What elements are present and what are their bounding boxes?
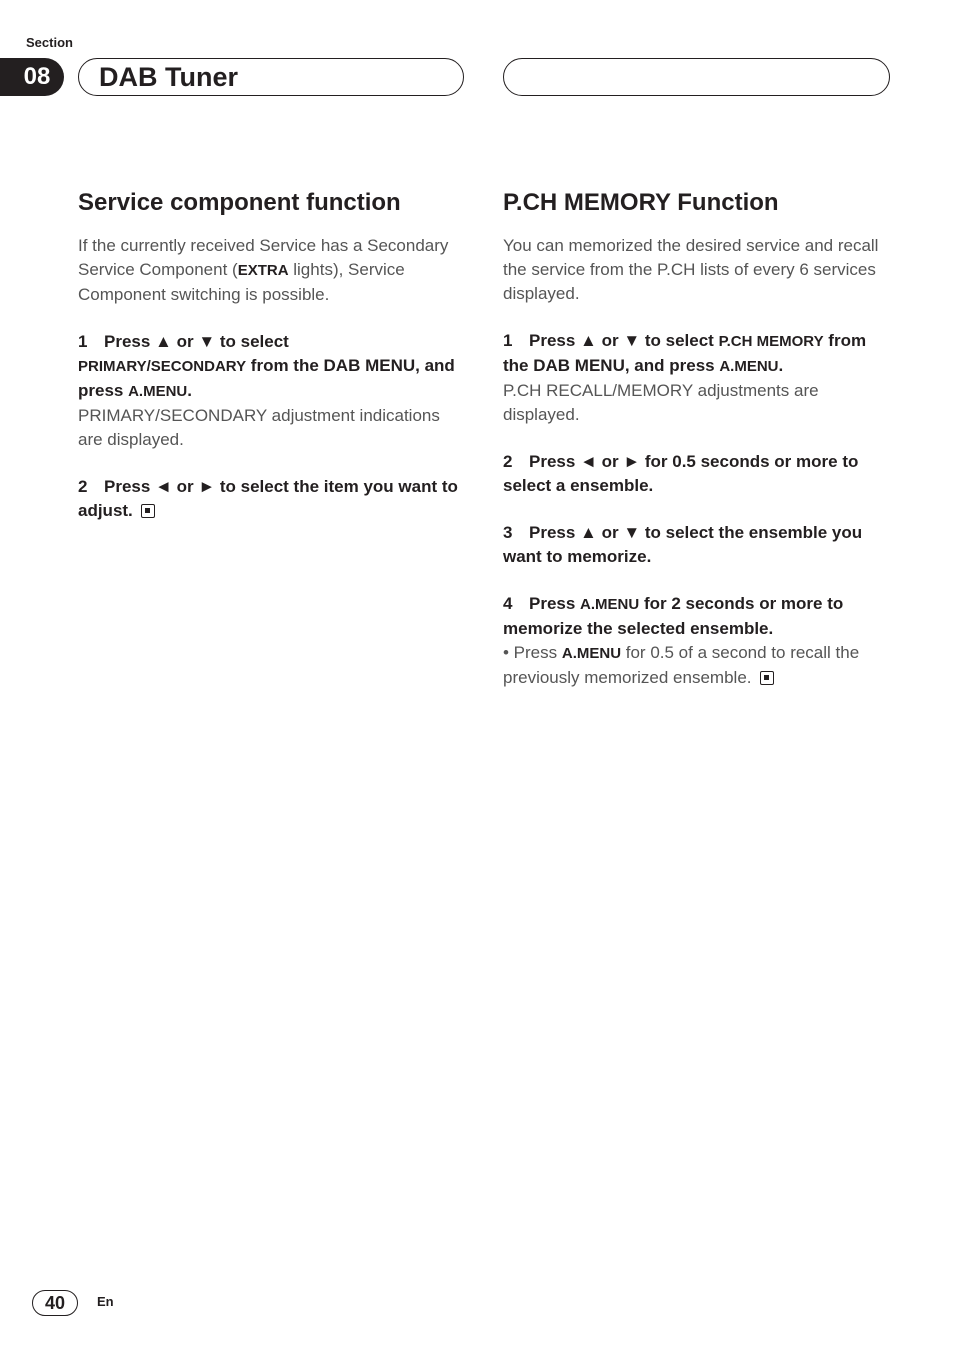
a-menu-term: A.MENU [128, 383, 188, 400]
step-number: 2 [503, 452, 513, 471]
step-number: 3 [503, 523, 513, 542]
extra-indicator-term: EXTRA [237, 262, 289, 279]
left-step-1: 1 Press ▲ or ▼ to select PRIMARY/SECONDARY from the DAB MENU, and press A.MENU. [78, 332, 455, 400]
right-step-1-body: P.CH RECALL/MEMORY adjustments are displayed. [503, 381, 819, 424]
a-menu-term: A.MENU [561, 645, 622, 662]
left-step-2: 2 Press ◄ or ► to select the item you want to adjust. [78, 477, 458, 520]
dab-menu-term: DAB MENU [323, 356, 416, 375]
step-number: 1 [503, 331, 513, 350]
pch-memory-heading: P.CH MEMORY Function [503, 189, 779, 216]
primary-secondary-term: PRIMARY/SECONDARY [78, 358, 247, 375]
a-menu-term: A.MENU [580, 596, 640, 613]
step-number: 1 [78, 332, 88, 351]
empty-title-pill [503, 58, 890, 96]
right-step-2: 2 Press ◄ or ► for 0.5 seconds or more to select a ensemble. [503, 452, 859, 495]
end-of-section-icon [141, 504, 155, 518]
right-step-4-note: • Press A.MENU for 0.5 of a second to recall the previously memorized ensemble. [503, 643, 860, 687]
page-number: 40 [32, 1290, 78, 1316]
section-label: Section [26, 35, 73, 50]
right-step-4: 4 Press A.MENU for 2 seconds or more to memorize the selected ensemble. [503, 594, 844, 638]
page-title: DAB Tuner [99, 62, 238, 92]
dab-menu-term: DAB MENU [533, 356, 625, 375]
right-column [503, 186, 893, 690]
left-step-1-body: PRIMARY/SECONDARY adjustment indications are displayed. [78, 406, 440, 449]
right-step-3: 3 Press ▲ or ▼ to select the ensemble you want to memorize. [503, 523, 863, 566]
right-intro: You can memorized the desired service and recall the service from the P.CH lists of every 6 services displayed. [503, 236, 879, 303]
section-number-badge: 08 [0, 58, 64, 96]
left-intro: If the currently received Service has a Secondary Service Component (EXTRA lights), Service Component switching is possible. [78, 236, 449, 304]
language-label: En [97, 1294, 114, 1309]
step-number: 2 [78, 477, 88, 496]
a-menu-term: A.MENU [719, 358, 779, 375]
right-step-1: 1 Press ▲ or ▼ to select P.CH MEMORY from the DAB MENU, and press A.MENU. [503, 331, 867, 375]
step-number: 4 [503, 594, 513, 613]
left-column [78, 186, 468, 523]
pch-memory-term: P.CH MEMORY [718, 333, 824, 350]
title-pill [78, 58, 464, 96]
end-of-section-icon [760, 671, 774, 685]
service-component-heading: Service component function [78, 189, 401, 216]
